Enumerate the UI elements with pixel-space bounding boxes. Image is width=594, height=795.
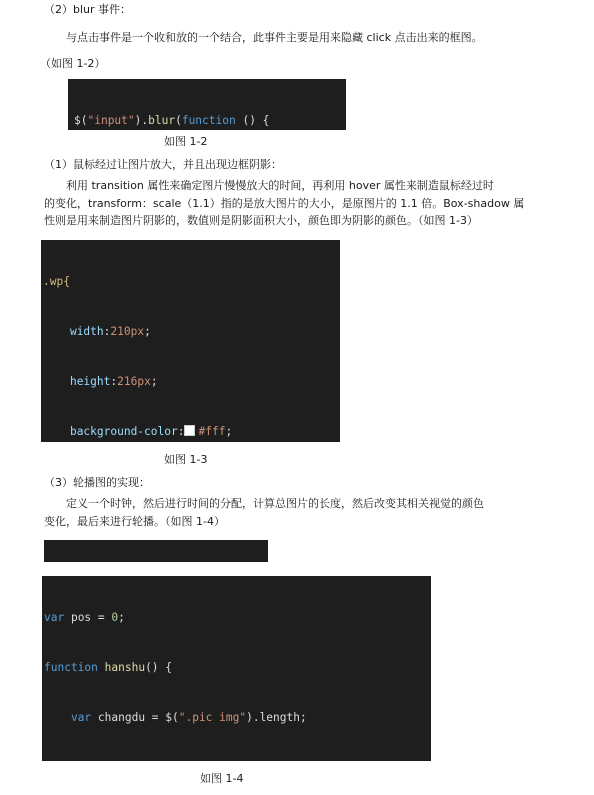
carousel-heading: （3）轮播图的实现： [44, 476, 150, 489]
hover-description: 利用 transition 属性来确定图片慢慢放大的时间，再利用 hover 属性来制造鼠标经过时 的变化，transform：scale（1.1）指的是放大图片的大小，是原图片的 1.1 倍。Box-shadow 属 性则是用来制造图片阴影的，数值则是阴影面积大小，颜色即为阴影的颜色。（如图 1-3） [44, 179, 525, 227]
figure-caption-1-4: 如图 1-4 [200, 772, 244, 785]
hover-heading: （1）鼠标经过让图片放大，并且出现边框阴影： [44, 158, 282, 171]
code-block-interval [44, 540, 268, 562]
blur-figure-ref: （如图 1-2） [40, 57, 106, 70]
blur-heading: （2）blur 事件： [44, 3, 132, 16]
figure-caption-1-3: 如图 1-3 [164, 453, 208, 466]
code-block-carousel: var pos = 0; function hanshu() { var changdu = $(".pic img").length; [42, 576, 431, 761]
color-swatch-white [184, 425, 195, 436]
code-block-css: .wp{ width:210px; height:216px; background-color: #fff; [41, 240, 340, 442]
figure-caption-1-2: 如图 1-2 [164, 135, 208, 148]
code-block-blur: $("input").blur(function () { [68, 79, 346, 130]
blur-description: 与点击事件是一个收和放的一个结合，此事件主要是用来隐藏 click 点击出来的框图。 [66, 31, 483, 44]
carousel-description: 定义一个时钟，然后进行时间的分配，计算总图片的长度，然后改变其相关视觉的颜色 变化，最后来进行轮播。（如图 1-4） [44, 497, 484, 528]
